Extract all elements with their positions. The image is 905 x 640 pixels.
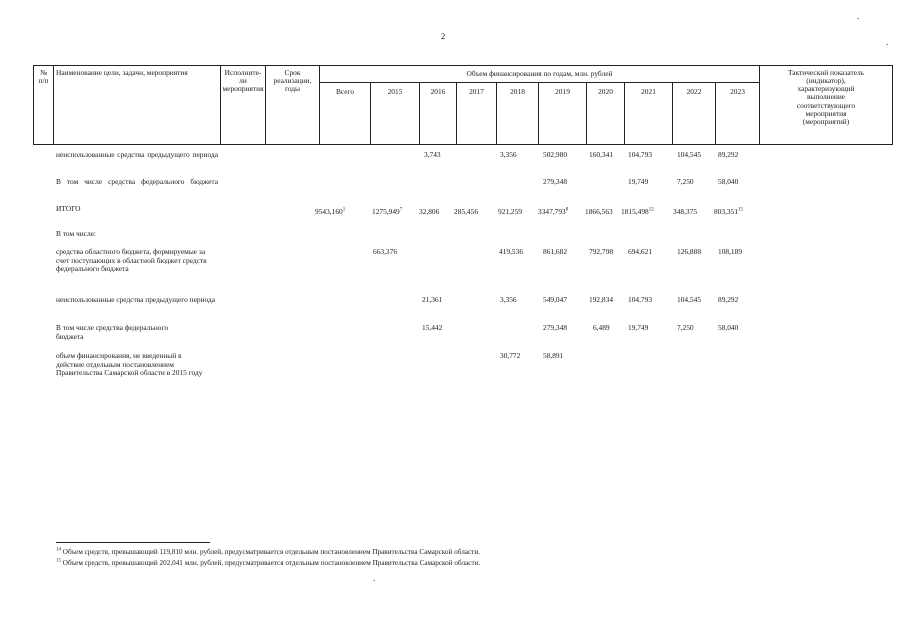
header-num: № п/п: [38, 68, 49, 86]
header-year: 2020: [598, 87, 613, 96]
cell-value: 126,888: [677, 247, 702, 256]
cell-value: 9543,160$^1$: [315, 207, 346, 216]
cell-value: 160,341: [589, 150, 614, 159]
header-year: 2022: [686, 87, 702, 96]
cell-value: 89,292: [718, 295, 739, 304]
cell-value: 104,793: [628, 150, 653, 159]
cell-value: 58,040: [718, 323, 739, 332]
cell-value: 3,743: [424, 150, 441, 159]
row-label: неиспользованные средства предыдущего периода: [56, 150, 218, 159]
cell-value: 803,351$^{15}$: [714, 207, 744, 216]
cell-value: 104,545: [677, 150, 702, 159]
cell-value: 7,250: [677, 323, 694, 332]
cell-value: 108,189: [718, 247, 743, 256]
header-year: 2019: [555, 87, 570, 96]
scan-speck: .: [857, 11, 860, 21]
header-year: 2017: [469, 87, 484, 96]
cell-value: 32,806: [419, 207, 440, 216]
row-label: ИТОГО: [56, 204, 81, 213]
scan-speck: .: [886, 37, 889, 47]
cell-value: 15,442: [422, 323, 443, 332]
cell-value: 1815,498$^{12}$: [621, 207, 654, 216]
footnote: $^{14}$ Объем средств, превышающий 119,810 млн. рублей, предусматривается отдельным постановлением Правительства Самарской области.: [56, 547, 480, 556]
cell-value: 348,375: [673, 207, 698, 216]
header-funding: Объем финансирования по годам, млн. рублей: [466, 69, 613, 78]
cell-value: 921,259: [498, 207, 523, 216]
cell-value: 3,356: [500, 150, 517, 159]
cell-value: 419,536: [499, 247, 524, 256]
cell-value: 58,891: [543, 351, 564, 360]
row-label: В том числе средства федерального бюджета: [56, 177, 218, 186]
cell-value: 19,749: [628, 177, 649, 186]
header-year: 2018: [510, 87, 525, 96]
row-label: неиспользованные средства предыдущего периода: [56, 295, 216, 304]
header-period: Срок реализации, годы: [273, 68, 312, 94]
header-year: 2021: [641, 87, 656, 96]
row-label: средства областного бюджета, формируемые за счет поступающих в областной бюджет средств федерального бюджета: [56, 247, 207, 274]
cell-value: 792,798: [589, 247, 614, 256]
page-number: 2: [441, 31, 446, 41]
header-executor: Исполните- ли мероприятия: [222, 68, 264, 94]
cell-value: 104,793: [628, 295, 653, 304]
header-indicator: Тактический показатель (индикатор), характеризующий выполнение соответствующего мероприятия (мероприятий): [787, 68, 865, 126]
footnote: $^{15}$ Объем средств, превышающий 202,041 млн. рублей, предусматривается отдельным постановлением Правительства Самарской области.: [56, 558, 481, 567]
cell-value: 30,772: [500, 351, 521, 360]
cell-value: 104,545: [677, 295, 702, 304]
row-label: объем финансирования, не введенный в действие отдельным постановлением Правительства Самарской области в 2015 году: [56, 351, 203, 378]
cell-value: 285,456: [454, 207, 479, 216]
header-year: 2015: [387, 87, 403, 96]
header-total: Всего: [335, 87, 355, 96]
cell-value: 7,250: [677, 177, 694, 186]
cell-value: 861,682: [543, 247, 568, 256]
cell-value: 3,356: [500, 295, 517, 304]
scan-speck: .: [373, 573, 376, 583]
cell-value: 89,292: [718, 150, 739, 159]
cell-value: 502,980: [543, 150, 568, 159]
header-name: Наименование цели, задачи, мероприятия: [56, 68, 188, 77]
cell-value: 19,749: [628, 323, 649, 332]
cell-value: 58,040: [718, 177, 739, 186]
row-label: В том числе:: [56, 229, 96, 238]
cell-value: 6,489: [593, 323, 610, 332]
cell-value: 3347,793$^8$: [538, 207, 569, 216]
cell-value: 21,361: [422, 295, 443, 304]
header-year: 2023: [730, 87, 745, 96]
header-year: 2016: [430, 87, 446, 96]
cell-value: 1866,563: [585, 207, 613, 216]
cell-value: 694,621: [628, 247, 653, 256]
cell-value: 192,834: [589, 295, 614, 304]
row-label: В том числе средства федерального бюджета: [56, 323, 169, 341]
cell-value: 549,047: [543, 295, 568, 304]
cell-value: 1275,949$^7$: [372, 207, 403, 216]
footnote-separator: [56, 542, 210, 543]
cell-value: 279,348: [543, 177, 568, 186]
cell-value: 279,348: [543, 323, 568, 332]
cell-value: 663,376: [373, 247, 398, 256]
